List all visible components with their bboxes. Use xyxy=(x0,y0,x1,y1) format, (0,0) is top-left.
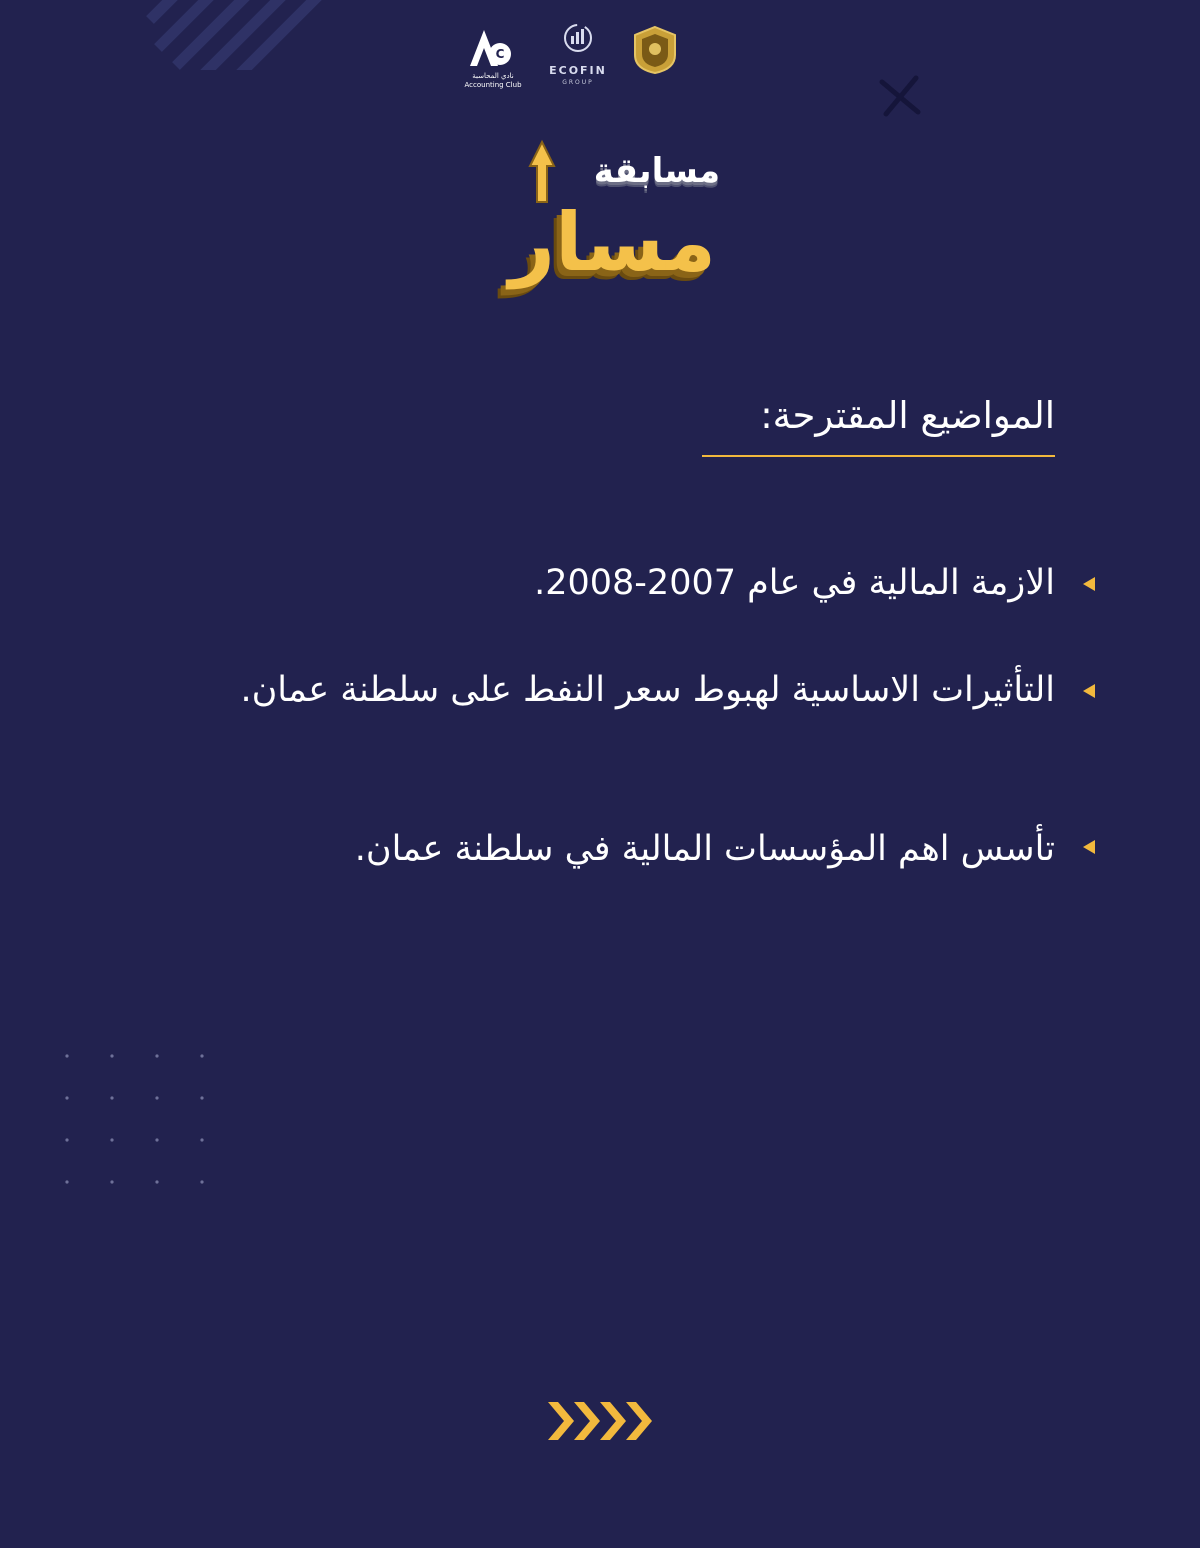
list-item xyxy=(165,556,1055,611)
section-title: المواضيع المقترحة: xyxy=(760,394,1055,437)
bullet-arrow-icon xyxy=(1083,684,1095,698)
club-name-ar: نادي المحاسبة xyxy=(472,72,514,80)
club-name-en: Accounting Club xyxy=(464,81,522,89)
decorative-cross-icon xyxy=(876,72,924,120)
ecofin-name: ECOFIN xyxy=(549,64,607,77)
university-seal-icon xyxy=(630,25,680,75)
bullet-arrow-icon xyxy=(1083,577,1095,591)
list-item xyxy=(165,822,1055,877)
bullet-arrow-icon xyxy=(1083,840,1095,854)
svg-text:C: C xyxy=(495,47,505,61)
decorative-stripes xyxy=(140,0,330,70)
chevrons-right-icon[interactable] xyxy=(548,1398,652,1444)
ecofin-sub: GROUP xyxy=(562,79,594,86)
hero-small-text: مسابقة xyxy=(593,151,720,191)
decorative-dots xyxy=(55,1040,235,1200)
accounting-club-label xyxy=(462,72,524,90)
topic-1-text: الازمة المالية في عام 2007-2008. xyxy=(534,563,1055,603)
topic-3-text: تأسس اهم المؤسسات المالية في سلطنة عمان. xyxy=(354,829,1055,869)
hero-big-text: مسار xyxy=(508,196,716,289)
list-item xyxy=(165,663,1055,718)
topic-2-text: التأثيرات الاساسية لهبوط سعر النفط على سلطنة عمان. xyxy=(240,670,1055,710)
